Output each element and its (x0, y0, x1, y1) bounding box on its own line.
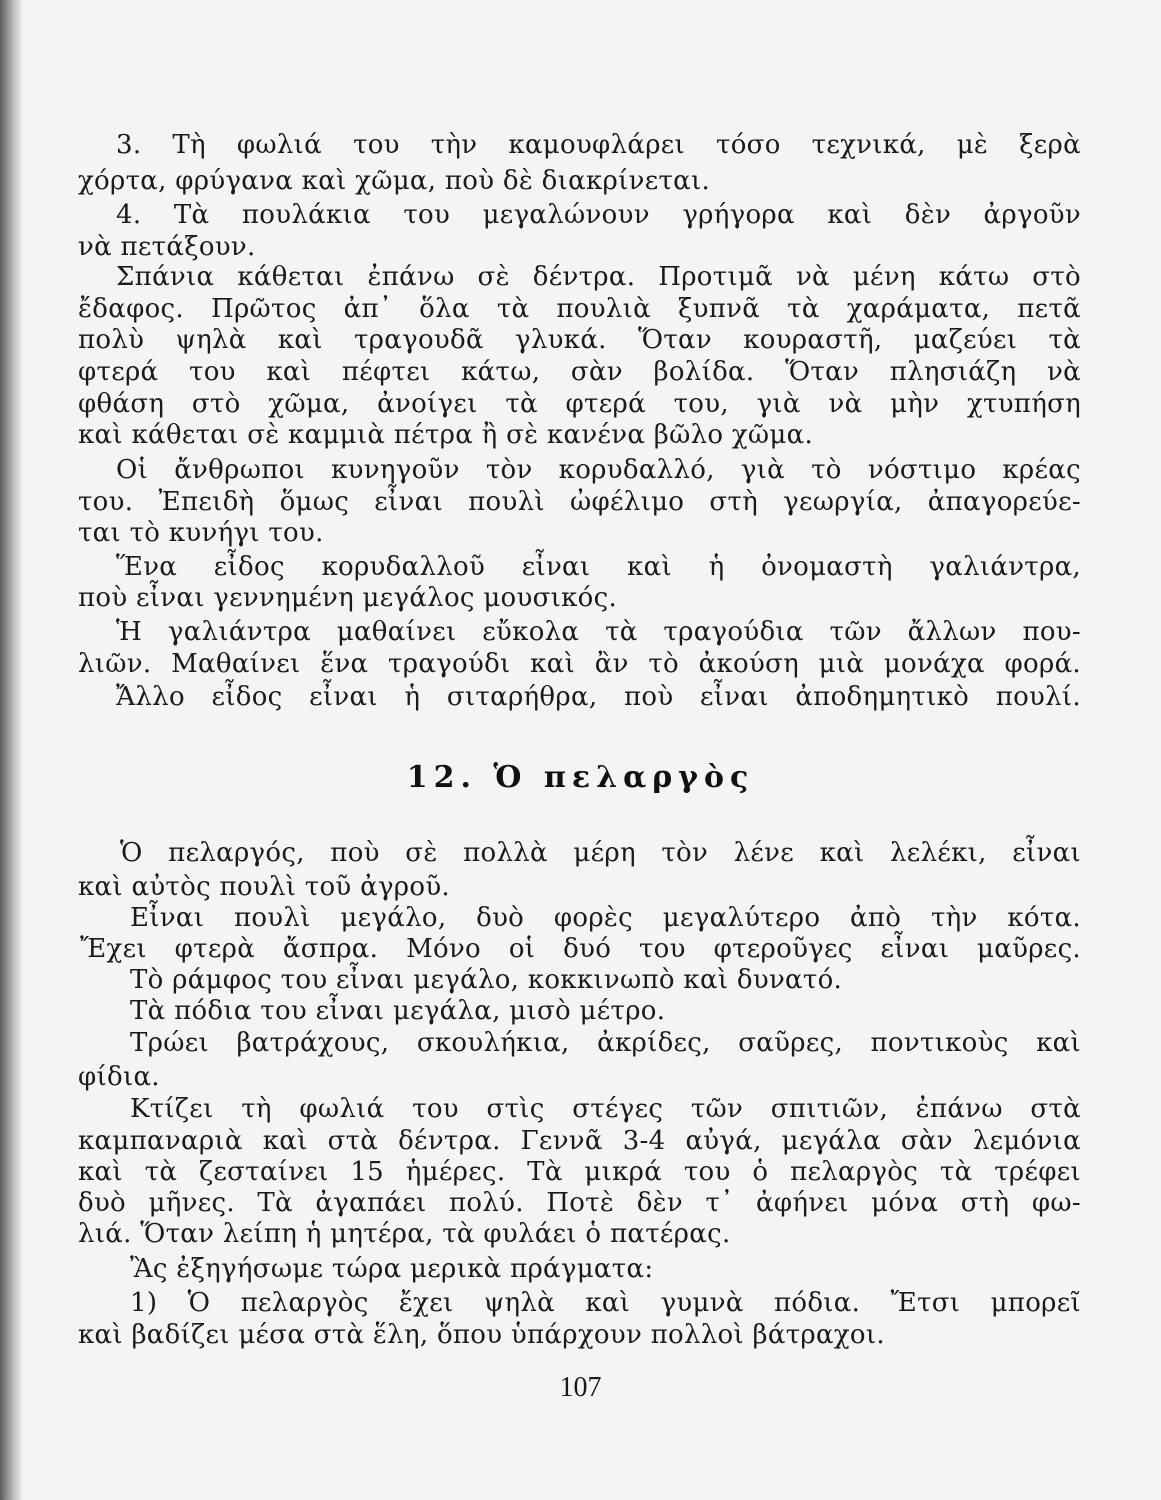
text-line: Τρώει βατράχους, σκουλήκια, ἀκρίδες, σαῦρες, ποντικοὺς καὶ (130, 1028, 1081, 1058)
text-line: Ὁ πελαργός, ποὺ σὲ πολλὰ μέρη τὸν λένε καὶ λελέκι, εἶναι (120, 838, 1081, 868)
text-line: φτερά του καὶ πέφτει κάτω, σὰν βολίδα. Ὅταν πλησιάζη νὰ (78, 357, 1081, 387)
text-line: νὰ πετάξουν. (78, 232, 256, 262)
text-line: Ἡ γαλιάντρα μαθαίνει εὔκολα τὰ τραγούδια τῶν ἄλλων που- (116, 617, 1081, 647)
text-line: Ἂς ἐξηγήσωμε τώρα μερικὰ πράγματα: (130, 1254, 654, 1284)
text-line: καὶ αὐτὸς πουλὶ τοῦ ἀγροῦ. (78, 872, 450, 902)
text-line: φίδια. (78, 1062, 160, 1092)
text-line: καὶ κάθεται σὲ καμμιὰ πέτρα ἢ σὲ κανένα βῶλο χῶμα. (78, 420, 814, 450)
text-line: λιῶν. Μαθαίνει ἕνα τραγούδι καὶ ἂν τὸ ἀκούση μιὰ μονάχα φορά. (78, 649, 1081, 679)
text-line: δυὸ μῆνες. Τὰ ἀγαπάει πολύ. Ποτὲ δὲν τ᾽ ἀφήνει μόνα στὴ φω- (78, 1188, 1081, 1218)
text-line: 4. Τὰ πουλάκια του μεγαλώνουν γρήγορα καὶ δὲν ἀργοῦν (116, 200, 1081, 230)
text-line: πολὺ ψηλὰ καὶ τραγουδᾶ γλυκά. Ὅταν κουραστῆ, μαζεύει τὰ (78, 325, 1081, 355)
page-binding-shadow (0, 0, 22, 1500)
text-line: Εἶναι πουλὶ μεγάλο, δυὸ φορὲς μεγαλύτερο ἀπὸ τὴν κότα. (130, 903, 1081, 933)
section-heading: 12. Ὁ πελαργὸς (406, 760, 755, 795)
text-line: 3. Τὴ φωλιά του τὴν καμουφλάρει τόσο τεχνικά, μὲ ξερὰ (116, 130, 1081, 160)
text-line: φθάση στὸ χῶμα, ἀνοίγει τὰ φτερά του, γιὰ νὰ μὴν χτυπήση (78, 389, 1081, 419)
text-line: Ἄλλο εἶδος εἶναι ἡ σιταρήθρα, ποὺ εἶναι ἀποδημητικὸ πουλί. (116, 682, 1081, 712)
text-line: Ἔχει φτερὰ ἄσπρα. Μόνο οἱ δυό του φτεροῦγες εἶναι μαῦρες. (80, 934, 1081, 964)
page-number: 107 (559, 1372, 602, 1403)
text-line: Κτίζει τὴ φωλιά του στὶς στέγες τῶν σπιτιῶν, ἐπάνω στὰ (130, 1094, 1081, 1124)
text-line: χόρτα, φρύγανα καὶ χῶμα, ποὺ δὲ διακρίνεται. (78, 166, 711, 196)
text-line: ποὺ εἶναι γεννημένη μεγάλος μουσικός. (78, 583, 618, 613)
text-line: ἔδαφος. Πρῶτος ἀπ᾽ ὅλα τὰ πουλιὰ ξυπνᾶ τὰ χαράματα, πετᾶ (78, 294, 1081, 324)
text-line: Τὸ ράμφος του εἶναι μεγάλο, κοκκινωπὸ καὶ δυνατό. (130, 965, 843, 995)
text-line: καμπαναριὰ καὶ στὰ δέντρα. Γεννᾶ 3-4 αὐγά, μεγάλα σὰν λεμόνια (78, 1126, 1081, 1156)
text-line: ται τὸ κυνήγι του. (78, 518, 324, 548)
text-line: καὶ βαδίζει μέσα στὰ ἕλη, ὅπου ὑπάρχουν πολλοὶ βάτραχοι. (78, 1320, 885, 1350)
text-line: Οἱ ἄνθρωποι κυνηγοῦν τὸν κορυδαλλό, γιὰ τὸ νόστιμο κρέας (116, 455, 1081, 485)
text-line: Ἕνα εἶδος κορυδαλλοῦ εἶναι καὶ ἡ ὀνομαστὴ γαλιάντρα, (116, 552, 1081, 582)
text-line: Τὰ πόδια του εἶναι μεγάλα, μισὸ μέτρο. (130, 996, 666, 1026)
text-line: Σπάνια κάθεται ἐπάνω σὲ δέντρα. Προτιμᾶ νὰ μένη κάτω στὸ (116, 262, 1081, 292)
text-line: 1) Ὁ πελαργὸς ἔχει ψηλὰ καὶ γυμνὰ πόδια. Ἔτσι μπορεῖ (130, 1288, 1081, 1318)
text-line: του. Ἐπειδὴ ὅμως εἶναι πουλὶ ὠφέλιμο στὴ γεωργία, ἀπαγορεύε- (78, 487, 1081, 517)
text-line: λιά. Ὅταν λείπη ἡ μητέρα, τὰ φυλάει ὁ πατέρας. (78, 1219, 731, 1249)
text-line: καὶ τὰ ζεσταίνει 15 ἡμέρες. Τὰ μικρά του ὁ πελαργὸς τὰ τρέφει (78, 1157, 1081, 1187)
